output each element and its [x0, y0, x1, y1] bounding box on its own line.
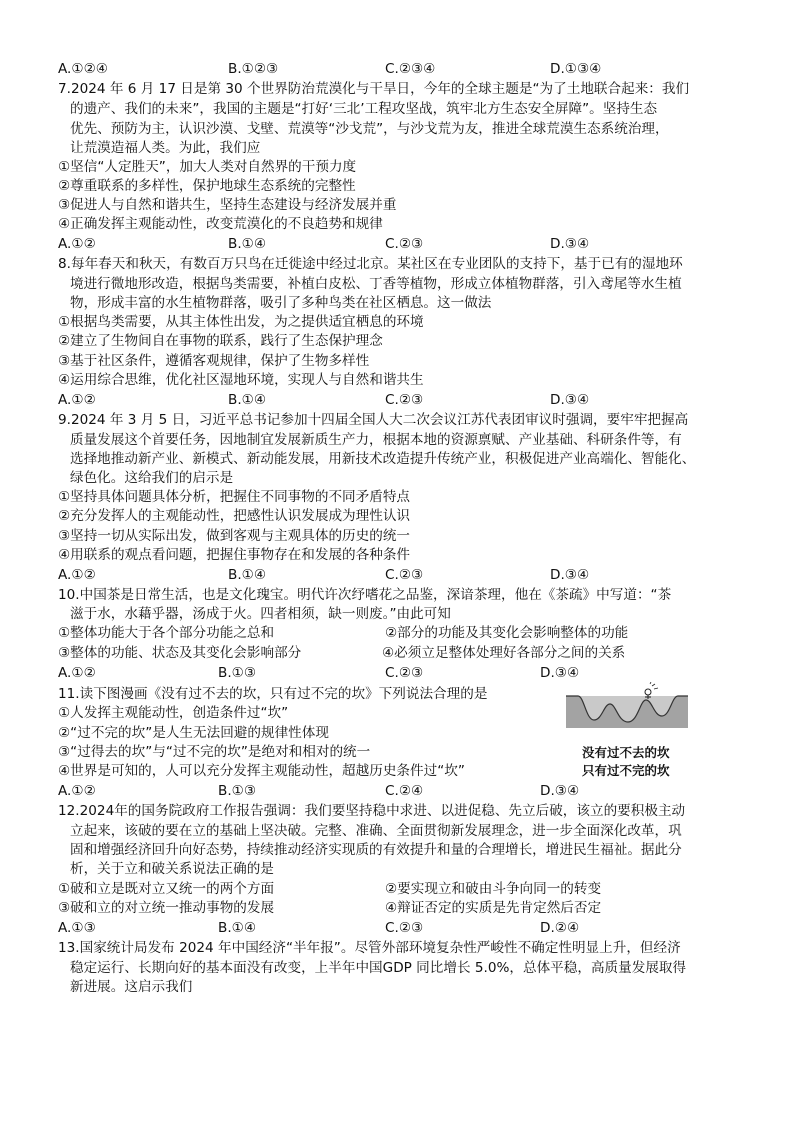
q6-option-b[interactable]: B.①②③: [228, 61, 279, 77]
q11-option-d[interactable]: D.③④: [540, 783, 580, 799]
q12-item: ④辩证否定的实质是先肯定然后否定: [385, 900, 602, 916]
q11-item: ①人发挥主观能动性，创造条件过“坎”: [58, 705, 289, 721]
q7-item: ②尊重联系的多样性，保护地球生态系统的完整性: [58, 178, 356, 194]
q12-option-d[interactable]: D.②④: [540, 920, 580, 936]
q10-option-d[interactable]: D.③④: [540, 665, 580, 681]
q7-item: ④正确发挥主观能动性，改变荒漠化的不良趋势和规律: [58, 216, 383, 232]
q8-item: ①根据鸟类需要，从其主体性出发，为之提供适宜栖息的环境: [58, 314, 424, 330]
q9-item: ④用联系的观点看问题，把握住事物存在和发展的各种条件: [58, 547, 411, 563]
q10-stem-line: 10.中国茶是日常生活，也是文化瑰宝。明代许次纾嗜花之品鉴，深谙茶理，他在《茶疏》中写道：“茶: [58, 587, 672, 603]
q12-option-c[interactable]: C.②③: [385, 920, 424, 936]
terrain-cartoon-image: [566, 682, 688, 742]
q11-stem-line: 11.读下图漫画《没有过不去的坎，只有过不完的坎》下列说法合理的是: [58, 686, 488, 702]
q12-stem-line: 析，关于立和破关系说法正确的是: [70, 861, 274, 877]
q9-stem-line: 绿色化。这给我们的启示是: [70, 470, 234, 486]
q10-option-b[interactable]: B.①③: [218, 665, 257, 681]
cartoon-illustration: [566, 682, 688, 802]
q7-stem-line: 让荒漠造福人类。为此，我们应: [70, 140, 261, 156]
q11-item: ③“过得去的坎”与“过不完的坎”是绝对和相对的统一: [58, 744, 371, 760]
q10-option-c[interactable]: C.②③: [385, 665, 424, 681]
q12-stem-line: 立起来，该破的要在立的基础上坚决破。完整、准确、全面贯彻新发展理念，进一步全面深化改革，巩: [70, 823, 682, 839]
q12-option-a[interactable]: A.①③: [58, 920, 96, 936]
q13-stem-line: 新进展。这启示我们: [70, 979, 193, 995]
q7-stem-line: 7.2024 年 6 月 17 日是第 30 个世界防治荒漠化与干旱日，今年的全球主题是“为了土地联合起来：我们: [58, 81, 690, 97]
q9-option-c[interactable]: C.②③: [385, 567, 424, 583]
q8-item: ③基于社区条件，遵循客观规律，保护了生物多样性: [58, 353, 370, 369]
q12-option-b[interactable]: B.①④: [218, 920, 257, 936]
q10-option-a[interactable]: A.①②: [58, 665, 96, 681]
q10-item: ①整体功能大于各个部分功能之总和: [58, 625, 275, 641]
q8-option-a[interactable]: A.①②: [58, 392, 96, 408]
q8-option-c[interactable]: C.②③: [385, 392, 424, 408]
q13-stem-line: 13.国家统计局发布 2024 年中国经济“半年报”。尽管外部环境复杂性严峻性不确定性明显上升，但经济: [58, 940, 681, 956]
q8-stem-line: 境进行微地形改造，根据鸟类需要，补植白皮松、丁香等植物，形成立体植物群落，引入鸢尾等水生植: [70, 276, 682, 292]
q7-option-b[interactable]: B.①④: [228, 236, 267, 252]
q8-stem-line: 物，形成丰富的水生植物群落，吸引了多种鸟类在社区栖息。这一做法: [70, 295, 492, 311]
q10-item: ③整体的功能、状态及其变化会影响部分: [58, 645, 302, 661]
q7-item: ③促进人与自然和谐共生，坚持生态建设与经济发展并重: [58, 197, 397, 213]
q9-stem-line: 质量发展这个首要任务，因地制宜发展新质生产力，根据本地的资源禀赋、产业基础、科研条件等，有: [70, 432, 682, 448]
cartoon-caption-line: 只有过不完的坎: [582, 763, 670, 778]
q7-stem-line: 的遗产、我们的未来”，我国的主题是“打好‘三北’工程攻坚战，筑牢北方生态安全屏障”。坚持生态: [70, 101, 658, 117]
q12-item: ①破和立是既对立又统一的两个方面: [58, 881, 275, 897]
q8-item: ②建立了生物间自在事物的联系，践行了生态保护理念: [58, 333, 383, 349]
cartoon-caption-line: 没有过不去的坎: [582, 745, 670, 760]
q7-option-a[interactable]: A.①②: [58, 236, 96, 252]
q13-stem-line: 稳定运行、长期向好的基本面没有改变，上半年中国GDP 同比增长 5.0%，总体平稳，高质量发展取得: [70, 960, 687, 976]
q11-option-c[interactable]: C.②④: [385, 783, 424, 799]
q7-option-d[interactable]: D.③④: [550, 236, 590, 252]
q7-item: ①坚信“人定胜天”，加大人类对自然界的干预力度: [58, 159, 357, 175]
q10-stem-line: 滋于水，水藉乎器，汤成于火。四者相须，缺一则废。”由此可知: [70, 606, 451, 622]
q8-option-d[interactable]: D.③④: [550, 392, 590, 408]
q10-item: ④必须立足整体处理好各部分之间的关系: [382, 645, 626, 661]
q9-item: ②充分发挥人的主观能动性，把感性认识发展成为理性认识: [58, 508, 411, 524]
q9-stem-line: 选择地推动新产业、新模式、新动能发展，用新技术改造提升传统产业，积极促进产业高端化、智能化、: [70, 451, 696, 467]
q9-option-a[interactable]: A.①②: [58, 567, 96, 583]
q8-item: ④运用综合思维，优化社区湿地环境，实现人与自然和谐共生: [58, 372, 424, 388]
q11-option-b[interactable]: B.①③: [218, 783, 257, 799]
q11-item: ④世界是可知的，人可以充分发挥主观能动性，超越历史条件过“坎”: [58, 763, 465, 779]
q6-option-a[interactable]: A.①②④: [58, 61, 108, 77]
q8-stem-line: 8.每年春天和秋天，有数百万只鸟在迁徙途中经过北京。某社区在专业团队的支持下，基于已有的湿地环: [58, 256, 683, 272]
q9-item: ③坚持一切从实际出发，做到客观与主观具体的历史的统一: [58, 528, 411, 544]
q9-option-b[interactable]: B.①④: [228, 567, 267, 583]
q8-option-b[interactable]: B.①④: [228, 392, 267, 408]
q12-stem-line: 固和增强经济回升向好态势，持续推动经济实现质的有效提升和量的合理增长，增进民生福祉。据此分: [70, 842, 682, 858]
q6-option-c[interactable]: C.②③④: [385, 61, 436, 77]
q9-item: ①坚持具体问题具体分析，把握住不同事物的不同矛盾特点: [58, 489, 411, 505]
q6-option-d[interactable]: D.①③④: [550, 61, 602, 77]
q9-option-d[interactable]: D.③④: [550, 567, 590, 583]
q12-item: ③破和立的对立统一推动事物的发展: [58, 900, 275, 916]
q9-stem-line: 9.2024 年 3 月 5 日，习近平总书记参加十四届全国人大二次会议江苏代表团审议时强调，要牢牢把握高: [58, 412, 689, 428]
q7-stem-line: 优先、预防为主，认识沙漠、戈壁、荒漠等“沙戈荒”，与沙戈荒为友，推进全球荒漠生态系统治理，: [70, 121, 669, 137]
q12-item: ②要实现立和破由斗争向同一的转变: [385, 881, 602, 897]
q7-option-c[interactable]: C.②③: [385, 236, 424, 252]
q12-stem-line: 12.2024年的国务院政府工作报告强调：我们要坚持稳中求进、以进促稳、先立后破，该立的要积极主动: [58, 803, 686, 819]
q11-item: ②“过不完的坎”是人生无法回避的规律性体现: [58, 725, 329, 741]
q11-option-a[interactable]: A.①②: [58, 783, 96, 799]
q10-item: ②部分的功能及其变化会影响整体的功能: [385, 625, 629, 641]
